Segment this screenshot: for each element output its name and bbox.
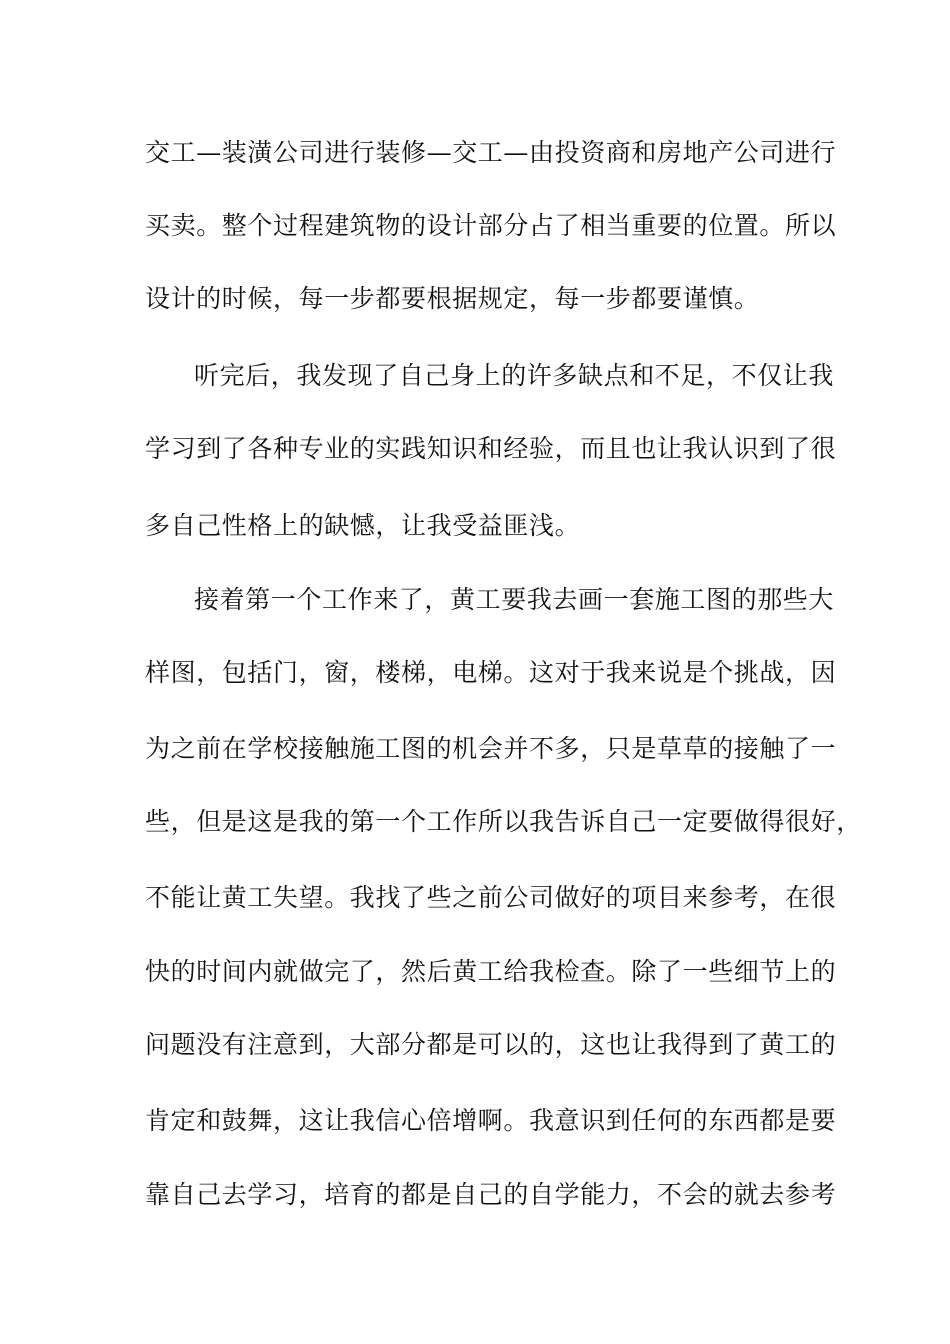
text-line: 快的时间内就做完了，然后黄工给我检查。除了一些细节上的 bbox=[145, 957, 837, 986]
text-line: 学习到了各种专业的实践知识和经验，而且也让我认识到了很 bbox=[145, 434, 837, 463]
paragraph-first-line: 接着第一个工作来了，黄工要我去画一套施工图的那些大 bbox=[194, 585, 835, 614]
paragraph-first-line: 听完后，我发现了自己身上的许多缺点和不足，不仅让我 bbox=[194, 361, 835, 390]
text-line: 问题没有注意到，大部分都是可以的，这也让我得到了黄工的 bbox=[145, 1030, 837, 1059]
text-line: 买卖。整个过程建筑物的设计部分占了相当重要的位置。所以 bbox=[145, 211, 837, 240]
text-line: 样图，包括门，窗，楼梯，电梯。这对于我来说是个挑战，因 bbox=[145, 658, 837, 687]
text-line: 肯定和鼓舞，这让我信心倍增啊。我意识到任何的东西都是要 bbox=[145, 1106, 837, 1135]
text-line: 不能让黄工失望。我找了些之前公司做好的项目来参考，在很 bbox=[145, 883, 837, 912]
text-line: 靠自己去学习，培育的都是自己的自学能力，不会的就去参考 bbox=[145, 1180, 837, 1209]
text-line: 交工—装潢公司进行装修—交工—由投资商和房地产公司进行 bbox=[145, 138, 837, 167]
text-line: 设计的时候，每一步都要根据规定，每一步都要谨慎。 bbox=[145, 284, 760, 313]
text-line: 多自己性格上的缺憾，让我受益匪浅。 bbox=[145, 511, 581, 540]
text-line: 为之前在学校接触施工图的机会并不多，只是草草的接触了一 bbox=[145, 734, 837, 763]
text-line: 些，但是这是我的第一个工作所以我告诉自己一定要做得很好， bbox=[145, 807, 862, 836]
